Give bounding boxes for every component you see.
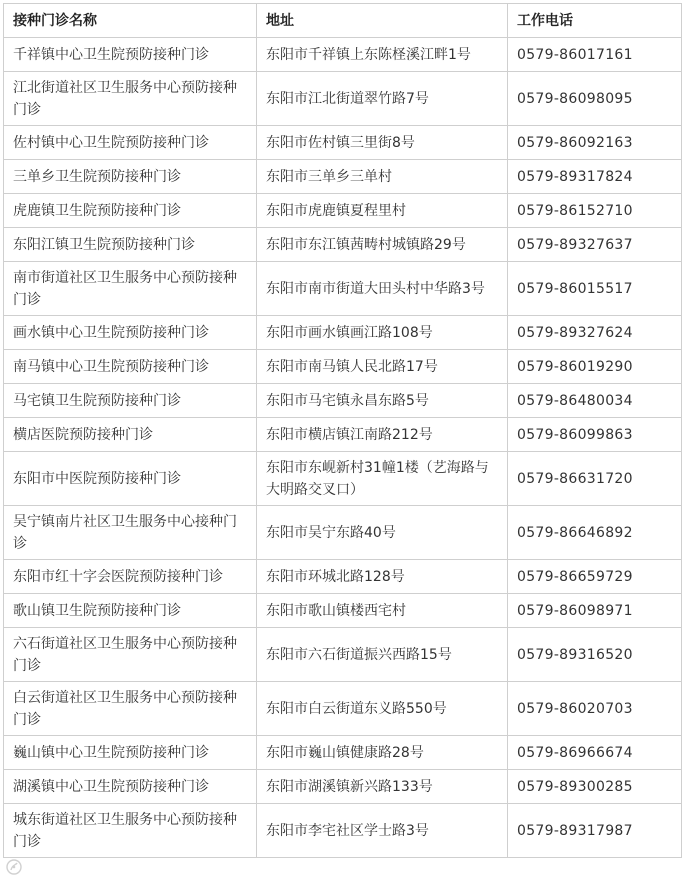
table-row (4, 228, 682, 262)
clinic-address: 东阳市千祥镇上东陈柽溪江畔1号 (257, 38, 508, 72)
clinic-phone: 0579-89327624 (508, 316, 682, 350)
table-row (4, 72, 682, 126)
clinic-address: 东阳市李宅社区学士路3号 (257, 804, 508, 858)
table-row (4, 418, 682, 452)
header-address: 地址 (257, 4, 508, 38)
clinic-name: 东阳江镇卫生院预防接种门诊 (4, 228, 257, 262)
clinic-phone: 0579-86017161 (508, 38, 682, 72)
clinic-phone: 0579-86019290 (508, 350, 682, 384)
clinic-name: 东阳市中医院预防接种门诊 (4, 452, 257, 506)
table-row (4, 736, 682, 770)
clinic-address: 东阳市画水镇画江路108号 (257, 316, 508, 350)
clinic-phone: 0579-86659729 (508, 560, 682, 594)
clinic-phone: 0579-89317824 (508, 160, 682, 194)
clinic-name: 东阳市红十字会医院预防接种门诊 (4, 560, 257, 594)
clinic-address: 东阳市马宅镇永昌东路5号 (257, 384, 508, 418)
clinic-address: 东阳市虎鹿镇夏程里村 (257, 194, 508, 228)
table-row (4, 160, 682, 194)
clinic-name: 江北街道社区卫生服务中心预防接种门诊 (4, 72, 257, 126)
clinic-phone: 0579-89316520 (508, 628, 682, 682)
clinic-name: 城东街道社区卫生服务中心预防接种门诊 (4, 804, 257, 858)
table-body (4, 38, 682, 858)
table-row (4, 804, 682, 858)
clinic-address: 东阳市南马镇人民北路17号 (257, 350, 508, 384)
clinic-name: 六石街道社区卫生服务中心预防接种门诊 (4, 628, 257, 682)
clinic-name: 千祥镇中心卫生院预防接种门诊 (4, 38, 257, 72)
clinic-name: 佐村镇中心卫生院预防接种门诊 (4, 126, 257, 160)
clinic-name: 南马镇中心卫生院预防接种门诊 (4, 350, 257, 384)
table-row (4, 38, 682, 72)
header-clinic-name: 接种门诊名称 (4, 4, 257, 38)
table-row (4, 262, 682, 316)
clinic-name: 马宅镇卫生院预防接种门诊 (4, 384, 257, 418)
clinic-phone: 0579-86098095 (508, 72, 682, 126)
clinic-name: 湖溪镇中心卫生院预防接种门诊 (4, 770, 257, 804)
clinic-name: 歌山镇卫生院预防接种门诊 (4, 594, 257, 628)
watermark (6, 856, 22, 878)
clinic-phone: 0579-86015517 (508, 262, 682, 316)
clinic-phone: 0579-86098971 (508, 594, 682, 628)
clinic-phone: 0579-89327637 (508, 228, 682, 262)
table-row (4, 506, 682, 560)
table-header (4, 4, 682, 38)
clinic-address: 东阳市吴宁东路40号 (257, 506, 508, 560)
clinic-table (3, 3, 682, 858)
table-row (4, 316, 682, 350)
clinic-name: 虎鹿镇卫生院预防接种门诊 (4, 194, 257, 228)
clinic-address: 东阳市横店镇江南路212号 (257, 418, 508, 452)
table-row (4, 452, 682, 506)
table-row (4, 560, 682, 594)
clinic-address: 东阳市歌山镇楼西宅村 (257, 594, 508, 628)
clinic-phone: 0579-86646892 (508, 506, 682, 560)
table-row (4, 384, 682, 418)
clinic-address: 东阳市江北街道翠竹路7号 (257, 72, 508, 126)
table-row (4, 350, 682, 384)
clinic-phone: 0579-89300285 (508, 770, 682, 804)
clinic-phone: 0579-86966674 (508, 736, 682, 770)
clinic-name: 三单乡卫生院预防接种门诊 (4, 160, 257, 194)
clinic-phone: 0579-86631720 (508, 452, 682, 506)
clinic-address: 东阳市佐村镇三里街8号 (257, 126, 508, 160)
clinic-phone: 0579-86480034 (508, 384, 682, 418)
clinic-address: 东阳市巍山镇健康路28号 (257, 736, 508, 770)
table-row (4, 682, 682, 736)
clinic-phone: 0579-89317987 (508, 804, 682, 858)
clinic-name: 巍山镇中心卫生院预防接种门诊 (4, 736, 257, 770)
clinic-phone: 0579-86092163 (508, 126, 682, 160)
clinic-name: 横店医院预防接种门诊 (4, 418, 257, 452)
clinic-address: 东阳市白云街道东义路550号 (257, 682, 508, 736)
header-row (4, 4, 682, 38)
clinic-name: 画水镇中心卫生院预防接种门诊 (4, 316, 257, 350)
clinic-address: 东阳市湖溪镇新兴路133号 (257, 770, 508, 804)
clinic-address: 东阳市六石街道振兴西路15号 (257, 628, 508, 682)
clinic-phone: 0579-86152710 (508, 194, 682, 228)
clinic-name: 白云街道社区卫生服务中心预防接种门诊 (4, 682, 257, 736)
clinic-phone: 0579-86099863 (508, 418, 682, 452)
clinic-address: 东阳市东岘新村31幢1楼（艺海路与大明路交叉口） (257, 452, 508, 506)
clinic-address: 东阳市南市街道大田头村中华路3号 (257, 262, 508, 316)
table-row (4, 594, 682, 628)
table-row (4, 194, 682, 228)
clinic-address: 东阳市东江镇茜畴村城镇路29号 (257, 228, 508, 262)
header-phone: 工作电话 (508, 4, 682, 38)
clinic-name: 南市街道社区卫生服务中心预防接种门诊 (4, 262, 257, 316)
clinic-name: 吴宁镇南片社区卫生服务中心接种门诊 (4, 506, 257, 560)
table-row (4, 770, 682, 804)
clinic-address: 东阳市环城北路128号 (257, 560, 508, 594)
table-row (4, 126, 682, 160)
table-row (4, 628, 682, 682)
watermark-logo-icon (6, 859, 22, 875)
clinic-phone: 0579-86020703 (508, 682, 682, 736)
clinic-address: 东阳市三单乡三单村 (257, 160, 508, 194)
